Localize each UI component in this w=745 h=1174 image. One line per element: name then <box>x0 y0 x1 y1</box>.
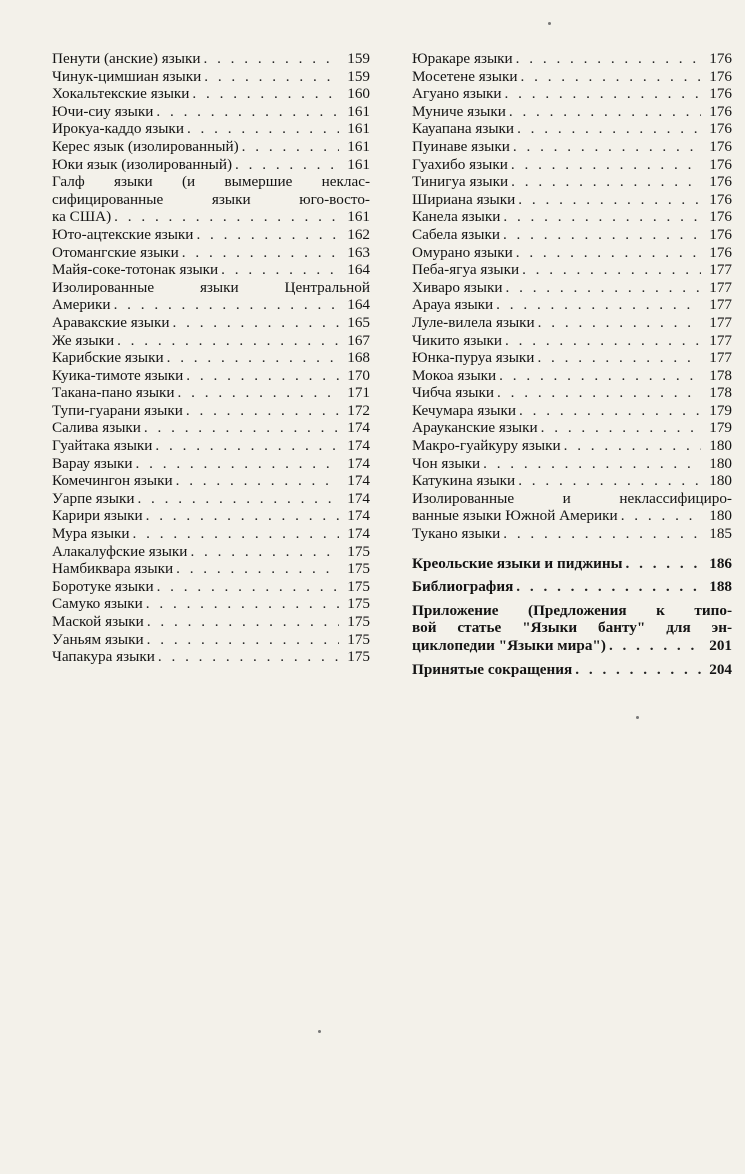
dot-leader <box>147 631 339 649</box>
toc-entry <box>52 525 370 543</box>
toc-entry-title: Макро-гуайкуру языки <box>412 437 561 455</box>
toc-entry-title: Кауапана языки <box>412 120 515 138</box>
toc-page-number: 176 <box>709 67 732 85</box>
toc-entry <box>412 138 732 156</box>
dot-leader <box>538 314 701 332</box>
toc-entry-title: Муниче языки <box>412 102 506 120</box>
toc-entry <box>52 578 370 596</box>
toc-page-number: 159 <box>347 67 370 85</box>
dot-leader <box>187 120 339 138</box>
toc-entry <box>52 226 370 244</box>
toc-entry-title: Гуахибо языки <box>412 155 508 173</box>
dot-leader <box>186 367 339 385</box>
toc-page-number: 164 <box>347 261 370 279</box>
toc-page-number: 174 <box>347 472 370 490</box>
toc-entry <box>412 296 732 314</box>
toc-entry-title: Же языки <box>52 331 115 349</box>
toc-entry <box>52 613 370 631</box>
toc-entry <box>412 50 732 68</box>
dot-leader <box>144 419 339 437</box>
toc-page-number: 160 <box>347 85 370 103</box>
toc-entry-title: Арауканские языки <box>412 419 538 437</box>
dot-leader <box>235 156 339 174</box>
toc-entry <box>52 173 370 226</box>
toc-page-number: 177 <box>709 349 732 367</box>
dot-leader <box>516 50 701 68</box>
toc-entry-title: Варау языки <box>52 454 133 472</box>
dot-leader <box>506 279 702 297</box>
toc-entry-title: Карибские языки <box>52 349 164 367</box>
toc-entry-title: Пуинаве языки <box>412 137 510 155</box>
toc-page-number: 159 <box>347 50 370 67</box>
toc-entry-title: Маской языки <box>52 613 144 630</box>
toc-entry-title: Чон языки <box>412 454 481 472</box>
toc-entry-title: Чибча языки <box>412 384 495 402</box>
toc-page-number: 162 <box>347 225 370 243</box>
print-speck <box>548 22 551 25</box>
toc-entry <box>52 367 370 385</box>
toc-entry-title: Алакалуфские языки <box>52 542 188 560</box>
dot-leader <box>505 332 701 350</box>
toc-entry <box>52 631 370 649</box>
dot-leader <box>503 226 701 244</box>
toc-page-number: 175 <box>347 630 370 648</box>
toc-entry <box>52 156 370 174</box>
dot-leader <box>505 85 701 103</box>
toc-page-number: 161 <box>347 137 370 155</box>
toc-entry-title: Арауа языки <box>412 296 494 314</box>
toc-page-number: 177 <box>709 278 732 296</box>
toc-page-number: 176 <box>709 155 732 173</box>
toc-entry-title: Юракаре языки <box>412 50 513 67</box>
toc-entry-title: ка США) <box>52 208 112 226</box>
toc-page-number: 176 <box>709 120 732 138</box>
dot-leader <box>146 507 339 525</box>
dot-leader <box>157 578 339 596</box>
dot-leader <box>626 555 701 573</box>
toc-entry <box>412 525 732 543</box>
toc-entry-title: Хокальтекские языки <box>52 85 190 103</box>
toc-entry <box>412 173 732 191</box>
toc-entry-title: Катукина языки <box>412 472 516 490</box>
dot-leader <box>133 525 339 543</box>
dot-leader <box>518 472 701 490</box>
toc-entry <box>52 384 370 402</box>
dot-leader <box>513 138 701 156</box>
toc-entry-title: Самуко языки <box>52 595 143 613</box>
toc-entry-title: Куика-тимоте языки <box>52 366 184 384</box>
toc-page-number: 161 <box>347 120 370 138</box>
toc-entry-title: Боротуке языки <box>52 577 154 595</box>
toc-entry <box>52 595 370 613</box>
toc-page-number: 176 <box>709 50 732 67</box>
toc-entry <box>52 68 370 86</box>
dot-leader <box>509 103 701 121</box>
dot-leader <box>147 613 339 631</box>
toc-page-number: 180 <box>709 454 732 472</box>
toc-entry <box>412 578 732 596</box>
toc-entry-title: Канела языки <box>412 208 501 226</box>
toc-page-number: 177 <box>709 296 732 314</box>
toc-entry <box>52 138 370 156</box>
toc-page-number: 185 <box>709 525 732 543</box>
dot-leader <box>575 661 701 679</box>
toc-entry <box>52 560 370 578</box>
toc-entry-title: Принятые сокращения <box>412 660 573 678</box>
toc-entry-title: Уаньям языки <box>52 630 144 648</box>
dot-leader <box>204 68 339 86</box>
dot-leader <box>203 50 339 68</box>
toc-page-number: 175 <box>347 577 370 595</box>
dot-leader <box>176 560 339 578</box>
toc-entry <box>52 402 370 420</box>
toc-entry-title: Америки <box>52 296 111 314</box>
toc-page-number: 177 <box>709 313 732 331</box>
toc-entry <box>52 490 370 508</box>
toc-entry <box>412 208 732 226</box>
dot-leader <box>511 156 701 174</box>
toc-entry-title: Библиография <box>412 578 514 596</box>
toc-entry-title: Чикито языки <box>412 331 503 349</box>
dot-leader <box>503 208 701 226</box>
toc-page-number: 165 <box>347 313 370 331</box>
toc-entry-title: Комечингон языки <box>52 472 173 490</box>
dot-leader <box>173 314 340 332</box>
dot-leader <box>497 384 701 402</box>
toc-entry-title-line: вой статье "Языки банту" для эн- <box>412 619 732 637</box>
toc-entry <box>412 68 732 86</box>
dot-leader <box>117 332 339 350</box>
toc-page-number: 176 <box>709 225 732 243</box>
toc-entry <box>412 472 732 490</box>
toc-entry <box>412 384 732 402</box>
toc-entry <box>412 314 732 332</box>
toc-entry-title-line: Приложение (Предложения к типо- <box>412 601 732 619</box>
toc-entry <box>52 314 370 332</box>
toc-entry-title: Тукано языки <box>412 525 501 543</box>
dot-leader <box>221 261 339 279</box>
dot-leader <box>186 402 339 420</box>
toc-entry <box>412 661 732 679</box>
toc-entry-title: Пеба-ягуа языки <box>412 261 520 279</box>
toc-entry <box>52 261 370 279</box>
toc-entry <box>412 419 732 437</box>
dot-leader <box>242 138 339 156</box>
dot-leader <box>621 507 701 525</box>
dot-leader <box>537 349 701 367</box>
toc-entry-title: Гуайтака языки <box>52 437 153 455</box>
toc-entry <box>412 191 732 209</box>
toc-entry-title: Карири языки <box>52 507 143 525</box>
toc-page-number: 178 <box>709 384 732 402</box>
toc-entry-title: Агуано языки <box>412 85 502 103</box>
dot-leader <box>156 103 339 121</box>
dot-leader <box>136 455 339 473</box>
toc-entry <box>52 437 370 455</box>
toc-entry <box>412 332 732 350</box>
toc-page-number: 176 <box>709 137 732 155</box>
toc-entry <box>412 120 732 138</box>
toc-entry <box>412 279 732 297</box>
toc-entry <box>52 279 370 314</box>
toc-entry-title: Аравакские языки <box>52 313 170 331</box>
toc-page-number: 175 <box>347 542 370 560</box>
toc-page-number: 180 <box>709 437 732 455</box>
toc-entry-title: Чапакура языки <box>52 648 155 666</box>
toc-entry-title: Тинигуа языки <box>412 173 509 191</box>
toc-entry-title: Омурано языки <box>412 243 513 261</box>
toc-entry-title: Сабела языки <box>412 225 500 243</box>
toc-entry <box>52 120 370 138</box>
toc-page-number: 161 <box>347 155 370 173</box>
toc-page-number: 177 <box>709 331 732 349</box>
toc-page-number: 171 <box>347 384 370 402</box>
toc-entry <box>412 103 732 121</box>
toc-page-number: 161 <box>347 208 370 226</box>
toc-entry-title: Ирокуа-каддо языки <box>52 120 184 138</box>
toc-entry-title: Чинук-цимшиан языки <box>52 67 202 85</box>
toc-page-number: 176 <box>709 190 732 208</box>
toc-page-number: 168 <box>347 349 370 367</box>
dot-leader <box>609 637 701 655</box>
section-gap <box>412 543 732 555</box>
toc-page-number: 163 <box>347 243 370 261</box>
toc-page-number: 175 <box>347 595 370 613</box>
toc-entry <box>52 85 370 103</box>
toc-entry <box>52 543 370 561</box>
toc-page-number: 172 <box>347 401 370 419</box>
toc-entry <box>52 349 370 367</box>
toc-entry <box>412 367 732 385</box>
toc-page-number: 174 <box>347 437 370 455</box>
toc-page-number: 179 <box>709 419 732 437</box>
dot-leader <box>518 191 701 209</box>
toc-entry-title: Юто-ацтекские языки <box>52 225 194 243</box>
toc-page-number: 174 <box>347 489 370 507</box>
dot-leader <box>167 349 339 367</box>
toc-entry <box>412 156 732 174</box>
dot-leader <box>503 525 701 543</box>
toc-page-number: 176 <box>709 243 732 261</box>
toc-page-number: 188 <box>709 578 732 596</box>
dot-leader <box>511 173 701 191</box>
toc-entry-title: Мура языки <box>52 525 130 543</box>
print-speck <box>636 716 639 719</box>
toc-entry <box>412 244 732 262</box>
toc-entry <box>412 555 732 573</box>
toc-entry <box>52 50 370 68</box>
dot-leader <box>114 208 339 226</box>
dot-leader <box>517 120 701 138</box>
toc-page-number: 201 <box>709 637 732 654</box>
toc-page-number: 174 <box>347 419 370 437</box>
dot-leader <box>178 384 339 402</box>
toc-entry <box>52 455 370 473</box>
toc-page-number: 176 <box>709 173 732 191</box>
toc-entry-title: Луле-вилела языки <box>412 313 535 331</box>
dot-leader <box>516 244 701 262</box>
dot-leader <box>196 226 339 244</box>
toc-left-column <box>52 50 370 666</box>
dot-leader <box>521 68 701 86</box>
toc-page-number: 175 <box>347 648 370 666</box>
dot-leader <box>176 472 339 490</box>
toc-page-number: 170 <box>347 366 370 384</box>
toc-entry-title: Пенути (анские) языки <box>52 50 201 67</box>
dot-leader <box>158 648 339 666</box>
dot-leader <box>114 296 339 314</box>
toc-entry <box>412 602 732 655</box>
dot-leader <box>182 244 339 262</box>
toc-entry-title-line: Изолированные и неклассифициро- <box>412 489 732 507</box>
toc-entry <box>412 402 732 420</box>
dot-leader <box>519 402 701 420</box>
toc-page-number: 161 <box>347 102 370 120</box>
toc-page-number: 178 <box>709 366 732 384</box>
toc-entry-title: Салива языки <box>52 419 141 437</box>
toc-entry-title: Такана-пано языки <box>52 384 175 402</box>
toc-entry-title: Кечумара языки <box>412 401 517 419</box>
toc-entry <box>412 437 732 455</box>
toc-page-number: 167 <box>347 331 370 349</box>
toc-page-number: 180 <box>709 507 732 525</box>
toc-entry-title: Уарпе языки <box>52 489 135 507</box>
toc-page-number: 176 <box>709 208 732 226</box>
toc-page-number: 174 <box>347 507 370 525</box>
toc-entry <box>412 455 732 473</box>
dot-leader <box>522 261 701 279</box>
toc-page-number: 175 <box>347 560 370 578</box>
dot-leader <box>192 85 339 103</box>
toc-entry-title: Тупи-гуарани языки <box>52 401 183 419</box>
toc-entry <box>52 507 370 525</box>
dot-leader <box>146 595 339 613</box>
toc-entry-title-line: Изолированные языки Центральной <box>52 278 370 296</box>
toc-page-number: 179 <box>709 401 732 419</box>
toc-page-number: 176 <box>709 85 732 103</box>
toc-entry-title: Отомангские языки <box>52 243 179 261</box>
toc-right-column <box>412 50 732 678</box>
toc-entry-title: Юнка-пуруа языки <box>412 349 535 367</box>
toc-page-number: 174 <box>347 525 370 543</box>
toc-page-number: 176 <box>709 102 732 120</box>
toc-entry-title: Шириана языки <box>412 190 516 208</box>
toc-entry-title: Майя-соке-тотонак языки <box>52 261 219 279</box>
dot-leader <box>155 437 339 455</box>
toc-entry-title: Керес язык (изолированный) <box>52 137 239 155</box>
toc-entry <box>52 648 370 666</box>
dot-leader <box>499 367 701 385</box>
toc-page-number: 177 <box>709 261 732 279</box>
toc-entry-title: циклопедии "Языки мира") <box>412 637 606 654</box>
toc-entry-title-line: сифицированные языки юго-восто- <box>52 190 370 208</box>
toc-page-number: 186 <box>709 554 732 572</box>
dot-leader <box>564 437 701 455</box>
toc-entry-title: Мосетене языки <box>412 67 518 85</box>
toc-page-number: 175 <box>347 613 370 630</box>
dot-leader <box>137 490 339 508</box>
toc-entry-title: ванные языки Южной Америки <box>412 507 618 525</box>
toc-page-number: 204 <box>709 660 732 678</box>
toc-entry <box>52 419 370 437</box>
toc-entry <box>52 472 370 490</box>
toc-entry <box>412 349 732 367</box>
toc-entry <box>52 244 370 262</box>
toc-entry <box>412 490 732 525</box>
dot-leader <box>541 419 701 437</box>
toc-entry-title: Креольские языки и пиджины <box>412 554 623 572</box>
dot-leader <box>483 455 701 473</box>
toc-entry-title-line: Галф языки (и вымершие неклас- <box>52 173 370 191</box>
dot-leader <box>516 578 701 596</box>
toc-page-number: 174 <box>347 454 370 472</box>
toc-entry <box>412 85 732 103</box>
toc-entry-title: Мокоа языки <box>412 366 497 384</box>
toc-entry <box>412 261 732 279</box>
toc-entry-title: Хиваро языки <box>412 278 503 296</box>
toc-entry-title: Ючи-сиу языки <box>52 102 154 120</box>
toc-entry-title: Юки язык (изолированный) <box>52 155 233 173</box>
print-speck <box>318 1030 321 1033</box>
toc-page-number: 180 <box>709 472 732 490</box>
dot-leader <box>190 543 339 561</box>
toc-entry <box>412 226 732 244</box>
toc-entry <box>52 332 370 350</box>
toc-entry <box>52 103 370 121</box>
toc-entry-title: Намбиквара языки <box>52 560 174 578</box>
toc-page-number: 164 <box>347 296 370 314</box>
dot-leader <box>496 296 701 314</box>
